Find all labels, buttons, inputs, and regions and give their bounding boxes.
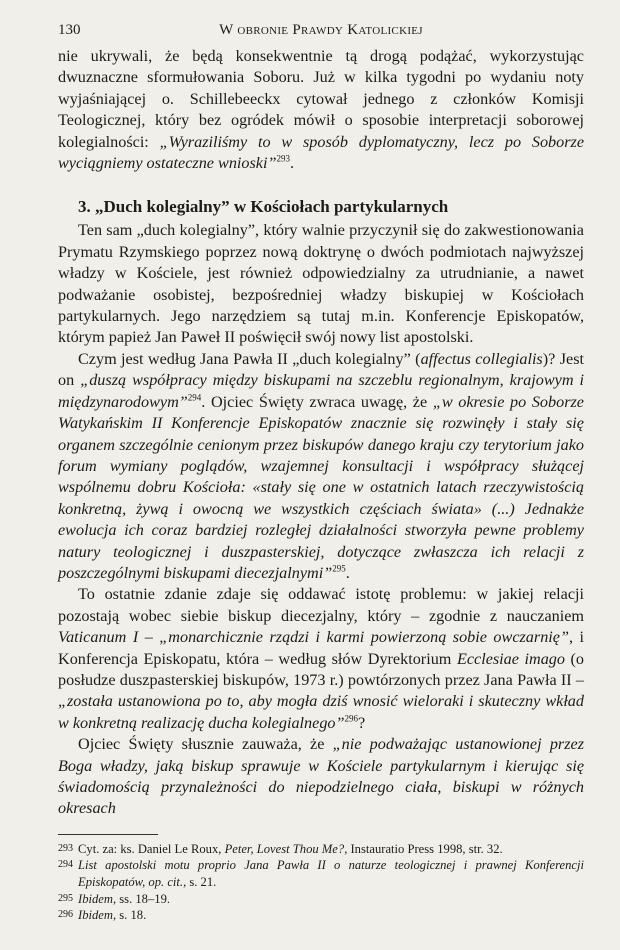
section-heading: 3. „Duch kolegialny” w Kościołach partykularnych — [78, 197, 449, 217]
footnote-number: 295 — [58, 892, 73, 904]
paragraph-text: Ojciec Święty słusznie zauważa, że — [78, 735, 333, 754]
quotation: „Wyraziliśmy to w sposób dyplomatyczny, lecz po Soborze wyciągniemy ostateczne wnioski” — [58, 132, 585, 173]
page-number: 130 — [58, 22, 81, 38]
footnote-number: 294 — [58, 859, 73, 871]
footnote-title: Ibidem — [78, 908, 113, 923]
paragraph-continued — [58, 46, 584, 174]
latin-term: Vaticanum I — [58, 628, 139, 647]
paragraph-text: )? Jest on — [58, 349, 584, 390]
footnote-text: , ss. 18–19. — [112, 891, 171, 906]
punctuation: . — [290, 154, 295, 173]
quotation: „nie podważając ustanowionej przez Boga władzy, jaką biskup sprawuje w Kościele partykularnym i kierując się świadomością przynależności do niepodzielnego ciała, biskupi w różnych okresach — [58, 735, 584, 818]
quotation: „w okresie po Soborze Watykańskim II Konferencje Episkopatów znacznie się rozwinęły i stały się organem szczególnie cenionym przez biskupów danego kraju czy terytorium jako forum wymiany poglądów, wzajemnej konsultacji i współpracy służącej wspólnemu dobru Kościoła: «stały się one w ostatnich latach rzeczywistością konkretną, żywą i owocną we wszystkich częściach świata» (...) Jednakże ewolucja ich coraz bardziej rozległej działalności stworzyła pewne problemy natury teologicznej i duszpasterskiej, dotyczące zwłaszcza ich relacji z poszczególnymi biskupami diecezjalnymi” — [58, 392, 584, 582]
footnote-text: , s. 18. — [112, 908, 147, 923]
footnote-title: Ibidem — [78, 891, 113, 906]
footnote — [58, 841, 584, 858]
footnote-ref: 294 — [187, 392, 202, 403]
footnote-title: List apostolski motu proprio Jana Pawła II o naturze teologicznej i prawnej Konferencji Episkopatów, op. cit. — [78, 858, 584, 889]
paragraph-text: , i Konferencja Episkopatu, która – według słów Dyrektorium — [58, 628, 585, 668]
punctuation: . — [345, 563, 350, 582]
paragraph — [58, 734, 584, 820]
footnote-text: , Instauratio Press 1998, str. 32. — [344, 841, 503, 856]
footnote — [58, 857, 584, 890]
running-title: W obronie Prawdy Katolickiej — [219, 22, 423, 38]
footnote — [58, 891, 584, 908]
running-head — [58, 14, 584, 46]
body-text — [58, 46, 584, 820]
footnote-number: 296 — [58, 909, 73, 921]
paragraph-text: nie ukrywali, że będą konsekwentnie tą drogą podążać, wykorzystując dwuznaczne sformułowania Soboru. Już w kilka tygodni po wydaniu noty wyjaśniającej o. Schillebeeckx cytował jednego z członków Komisji Teologicznej, który bez ogródek mówił o sposobie interpretacji soborowej kolegialności: — [58, 47, 584, 151]
paragraph-text: Czym jest według Jana Pawła II „duch kolegialny” ( — [78, 349, 421, 368]
paragraph: Ten sam „duch kolegialny”, który walnie przyczynił się do zakwestionowania Prymatu Rzymskiego poprzez nową doktrynę o dwóch podmiotach najwyższej władzy w Kościele, jest również odpowiedzialny za utrudnianie, a nawet podważanie osobistej, bezpośredniej władzy biskupiej w Kościołach partykularnych. Jego narzędziem są tutaj m.in. Konferencje Episkopatów, którym papież Jan Paweł II poświęcił swój nowy list apostolski. — [58, 221, 584, 347]
footnote-text: , s. 21. — [183, 875, 217, 889]
footnote-divider — [58, 834, 158, 835]
paragraph-text: . Ojciec Święty zwraca uwagę, że — [201, 392, 433, 411]
footnote-ref: 293 — [276, 153, 290, 164]
paragraph — [58, 584, 584, 734]
quotation: „duszą współpracy między biskupami na szczeblu regionalnym, krajowym i międzynarodowym” — [58, 371, 585, 411]
quotation: „została ustanowiona po to, aby mogła dziś wnosić wieloraki i skuteczny wkład w konkretną realizację ducha kolegialnego” — [58, 692, 584, 732]
footnote-ref: 295 — [332, 563, 346, 574]
footnote-ref: 296 — [344, 713, 359, 724]
punctuation: ? — [358, 713, 366, 732]
footnote-number: 293 — [58, 842, 73, 854]
paragraph-text: (o posłudze duszpasterskiej biskupów, 1973 r.) powtórzonych przez Jana Pawła II – — [58, 649, 585, 689]
footnote — [58, 907, 584, 924]
footnotes — [58, 841, 584, 924]
quotation: „monarchicznie rządzi i karmi powierzoną sobie owczarnię” — [159, 628, 569, 647]
latin-term: affectus collegialis — [420, 349, 543, 368]
latin-term: Ecclesiae imago — [456, 649, 565, 668]
footnote-text: Cyt. za: ks. Daniel Le Roux, — [78, 841, 225, 856]
paragraph-text: To ostatnie zdanie zdaje się oddawać istotę problemu: w jakiej relacji pozostają wobec siebie biskup diecezjalny, który – zgodnie z nauczaniem — [58, 585, 584, 625]
footnote-title: Peter, Lovest Thou Me? — [224, 841, 345, 856]
paragraph-text: – — [138, 628, 160, 647]
paragraph — [58, 349, 584, 584]
